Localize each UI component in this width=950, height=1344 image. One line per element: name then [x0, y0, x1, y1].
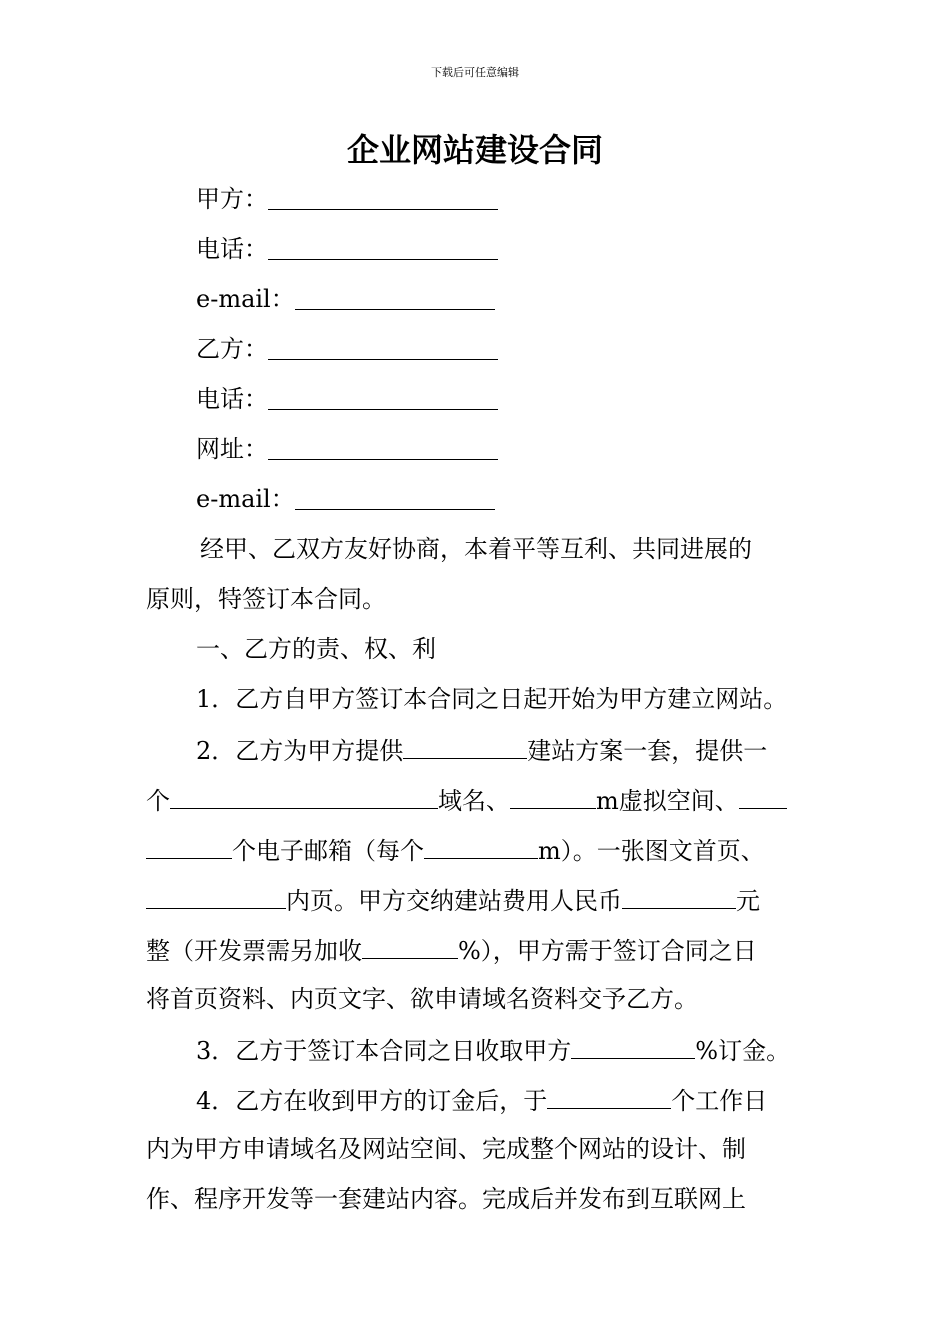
section-1-heading: 一、乙方的责、权、利	[196, 635, 436, 663]
field-label: e-mail：	[196, 485, 295, 513]
field-label: 电话：	[196, 385, 268, 413]
blank-line	[622, 882, 736, 909]
blank-line	[268, 209, 498, 210]
document-title: 企业网站建设合同	[346, 131, 603, 169]
intro-line-2: 原则，特签订本合同。	[146, 585, 386, 613]
item-2-line-2: 个 域名、 m虚拟空间、	[146, 782, 806, 818]
blank-line	[510, 782, 596, 809]
item-4-line-2: 内为甲方申请域名及网站空间、完成整个网站的设计、制	[146, 1135, 746, 1163]
item-2-line-6: 将首页资料、内页文字、欲申请域名资料交予乙方。	[146, 985, 698, 1013]
party-b-phone-field	[196, 382, 498, 416]
blank-line	[170, 782, 438, 809]
blank-line	[362, 932, 458, 959]
blank-line	[146, 882, 286, 909]
blank-line	[295, 509, 495, 510]
blank-line	[403, 732, 527, 759]
field-label: e-mail：	[196, 285, 295, 313]
blank-line	[739, 782, 787, 809]
intro-line-1: 经甲、乙双方友好协商，本着平等互利、共同进展的	[200, 535, 752, 563]
item-2-line-5: 整（开发票需另加收 %），甲方需于签订合同之日	[146, 932, 806, 968]
field-label: 网址：	[196, 435, 268, 463]
party-a-phone-field	[196, 232, 498, 266]
blank-line	[268, 259, 498, 260]
blank-line	[268, 409, 498, 410]
blank-line	[268, 459, 498, 460]
blank-line	[547, 1082, 671, 1109]
blank-line	[424, 832, 538, 859]
item-2-line-3: 个电子邮箱（每个 m）。一张图文首页、	[146, 832, 806, 868]
party-b-field	[196, 332, 498, 366]
party-a-field	[196, 182, 498, 216]
field-label: 电话：	[196, 235, 268, 263]
party-a-email-field	[196, 282, 495, 316]
blank-line	[146, 832, 232, 859]
item-1: 1．乙方自甲方签订本合同之日起开始为甲方建立网站。	[196, 685, 788, 713]
field-label: 乙方：	[196, 335, 268, 363]
field-label: 甲方：	[196, 185, 268, 213]
item-2-line-1: 2．乙方为甲方提供 建站方案一套，提供一	[196, 732, 806, 768]
blank-line	[571, 1032, 695, 1059]
blank-line	[295, 309, 495, 310]
header-note: 下载后可任意编辑	[431, 66, 519, 79]
party-b-website-field	[196, 432, 498, 466]
item-3: 3．乙方于签订本合同之日收取甲方 %订金。	[196, 1032, 806, 1068]
item-2-line-4: 内页。甲方交纳建站费用人民币 元	[146, 882, 806, 918]
party-b-email-field	[196, 482, 495, 516]
blank-line	[268, 359, 498, 360]
item-4-line-3: 作、程序开发等一套建站内容。完成后并发布到互联网上	[146, 1185, 746, 1213]
item-4-line-1: 4．乙方在收到甲方的订金后，于 个工作日	[196, 1082, 806, 1118]
